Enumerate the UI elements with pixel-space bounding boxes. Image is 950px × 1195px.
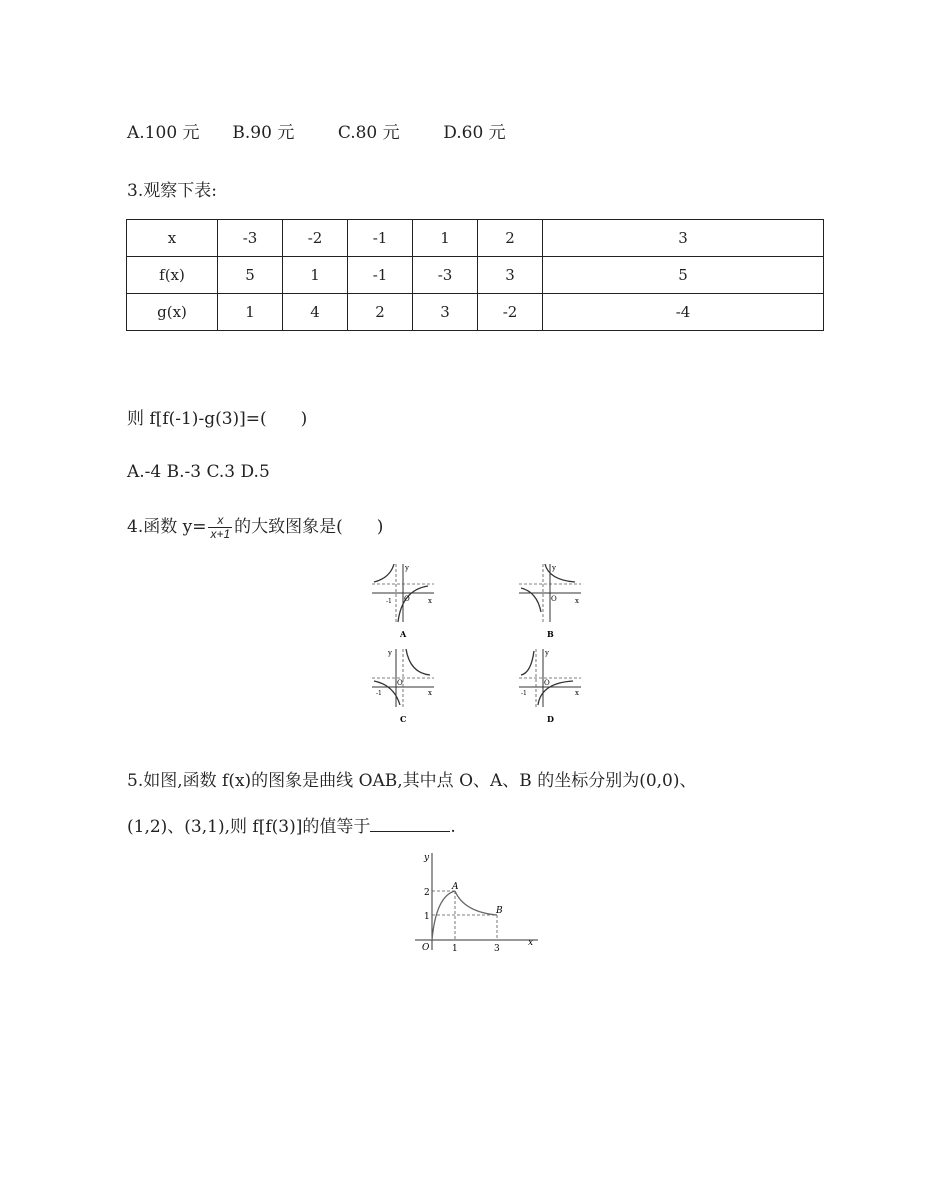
table-cell: 2 bbox=[478, 220, 543, 257]
fraction-numerator: x bbox=[217, 513, 224, 527]
graph-label-a: A bbox=[400, 629, 407, 639]
q5-line1: 5.如图,函数 f(x)的图象是曲线 OAB,其中点 O、A、B 的坐标分别为(0,0)、 bbox=[127, 771, 697, 791]
table-cell: -3 bbox=[413, 257, 478, 294]
table-cell: g(x) bbox=[127, 294, 218, 331]
point-a-label: A bbox=[452, 882, 459, 892]
answer-blank bbox=[370, 817, 450, 832]
tick-x3: 3 bbox=[494, 944, 500, 954]
choice-c: C.80 元 bbox=[337, 123, 400, 143]
q5-line2-end: . bbox=[450, 817, 456, 837]
axis-label-y: y bbox=[545, 649, 549, 657]
tick-y2: 2 bbox=[424, 888, 430, 898]
origin-label: O bbox=[551, 595, 557, 603]
origin-label: O bbox=[544, 679, 550, 687]
axis-label-x: x bbox=[428, 689, 432, 697]
tick-label: -1 bbox=[386, 598, 392, 605]
tick-x1: 1 bbox=[452, 944, 458, 954]
tick-label: -1 bbox=[521, 690, 527, 697]
graph-label-c: C bbox=[400, 714, 407, 724]
choice-d: D.60 元 bbox=[443, 123, 506, 143]
q5-line2-text: (1,2)、(3,1),则 f[f(3)]的值等于 bbox=[127, 817, 371, 837]
graph-option-a bbox=[368, 560, 438, 640]
graph-option-c bbox=[368, 645, 438, 725]
q4-prompt bbox=[127, 512, 383, 541]
table-cell: 2 bbox=[348, 294, 413, 331]
q4-prefix: 4.函数 y= bbox=[127, 517, 207, 537]
axis-label-x: x bbox=[428, 597, 432, 605]
table-cell: 3 bbox=[478, 257, 543, 294]
table-cell: 1 bbox=[283, 257, 348, 294]
fraction-denominator: x+1 bbox=[210, 527, 231, 541]
q3-question: 则 f[f(-1)-g(3)]=( ) bbox=[127, 409, 308, 429]
table-cell: f(x) bbox=[127, 257, 218, 294]
table-cell: 1 bbox=[413, 220, 478, 257]
tick-label: -1 bbox=[376, 690, 382, 697]
origin-label: O bbox=[422, 943, 430, 953]
table-cell: -2 bbox=[283, 220, 348, 257]
origin-label: O bbox=[404, 595, 410, 603]
table-cell: 3 bbox=[413, 294, 478, 331]
value-table bbox=[126, 219, 824, 331]
axis-label-y: y bbox=[424, 853, 430, 863]
axis-label-x: x bbox=[575, 689, 579, 697]
point-b-label: B bbox=[496, 906, 503, 916]
axis-label-y: y bbox=[552, 564, 556, 572]
q5-line2 bbox=[127, 812, 456, 837]
q4-suffix: 的大致图象是( ) bbox=[234, 517, 384, 537]
table-row bbox=[127, 220, 824, 257]
origin-label: O bbox=[397, 679, 403, 687]
table-cell: -2 bbox=[478, 294, 543, 331]
tick-y1: 1 bbox=[424, 912, 430, 922]
graph-option-b bbox=[515, 560, 585, 640]
q3-prompt: 3.观察下表: bbox=[127, 181, 217, 201]
graph-label-b: B bbox=[547, 629, 554, 639]
table-cell: 4 bbox=[283, 294, 348, 331]
table-cell: x bbox=[127, 220, 218, 257]
table-cell: -4 bbox=[543, 294, 824, 331]
table-row bbox=[127, 294, 824, 331]
q3-choices: A.-4 B.-3 C.3 D.5 bbox=[127, 462, 270, 482]
axis-label-y: y bbox=[388, 649, 392, 657]
table-row bbox=[127, 257, 824, 294]
graph-option-d bbox=[515, 645, 585, 725]
table-cell: 5 bbox=[543, 257, 824, 294]
curve-oab-graph bbox=[410, 848, 545, 958]
choice-a: A.100 元 bbox=[127, 123, 200, 143]
q2-choices bbox=[127, 118, 506, 143]
graph-label-d: D bbox=[547, 714, 554, 724]
table-cell: 5 bbox=[218, 257, 283, 294]
axis-label-x: x bbox=[528, 938, 534, 948]
table-cell: -3 bbox=[218, 220, 283, 257]
table-cell: 1 bbox=[218, 294, 283, 331]
choice-b: B.90 元 bbox=[232, 123, 295, 143]
table-cell: 3 bbox=[543, 220, 824, 257]
table-cell: -1 bbox=[348, 257, 413, 294]
fraction bbox=[208, 514, 232, 541]
axis-label-y: y bbox=[405, 564, 409, 572]
axis-label-x: x bbox=[575, 597, 579, 605]
table-cell: -1 bbox=[348, 220, 413, 257]
